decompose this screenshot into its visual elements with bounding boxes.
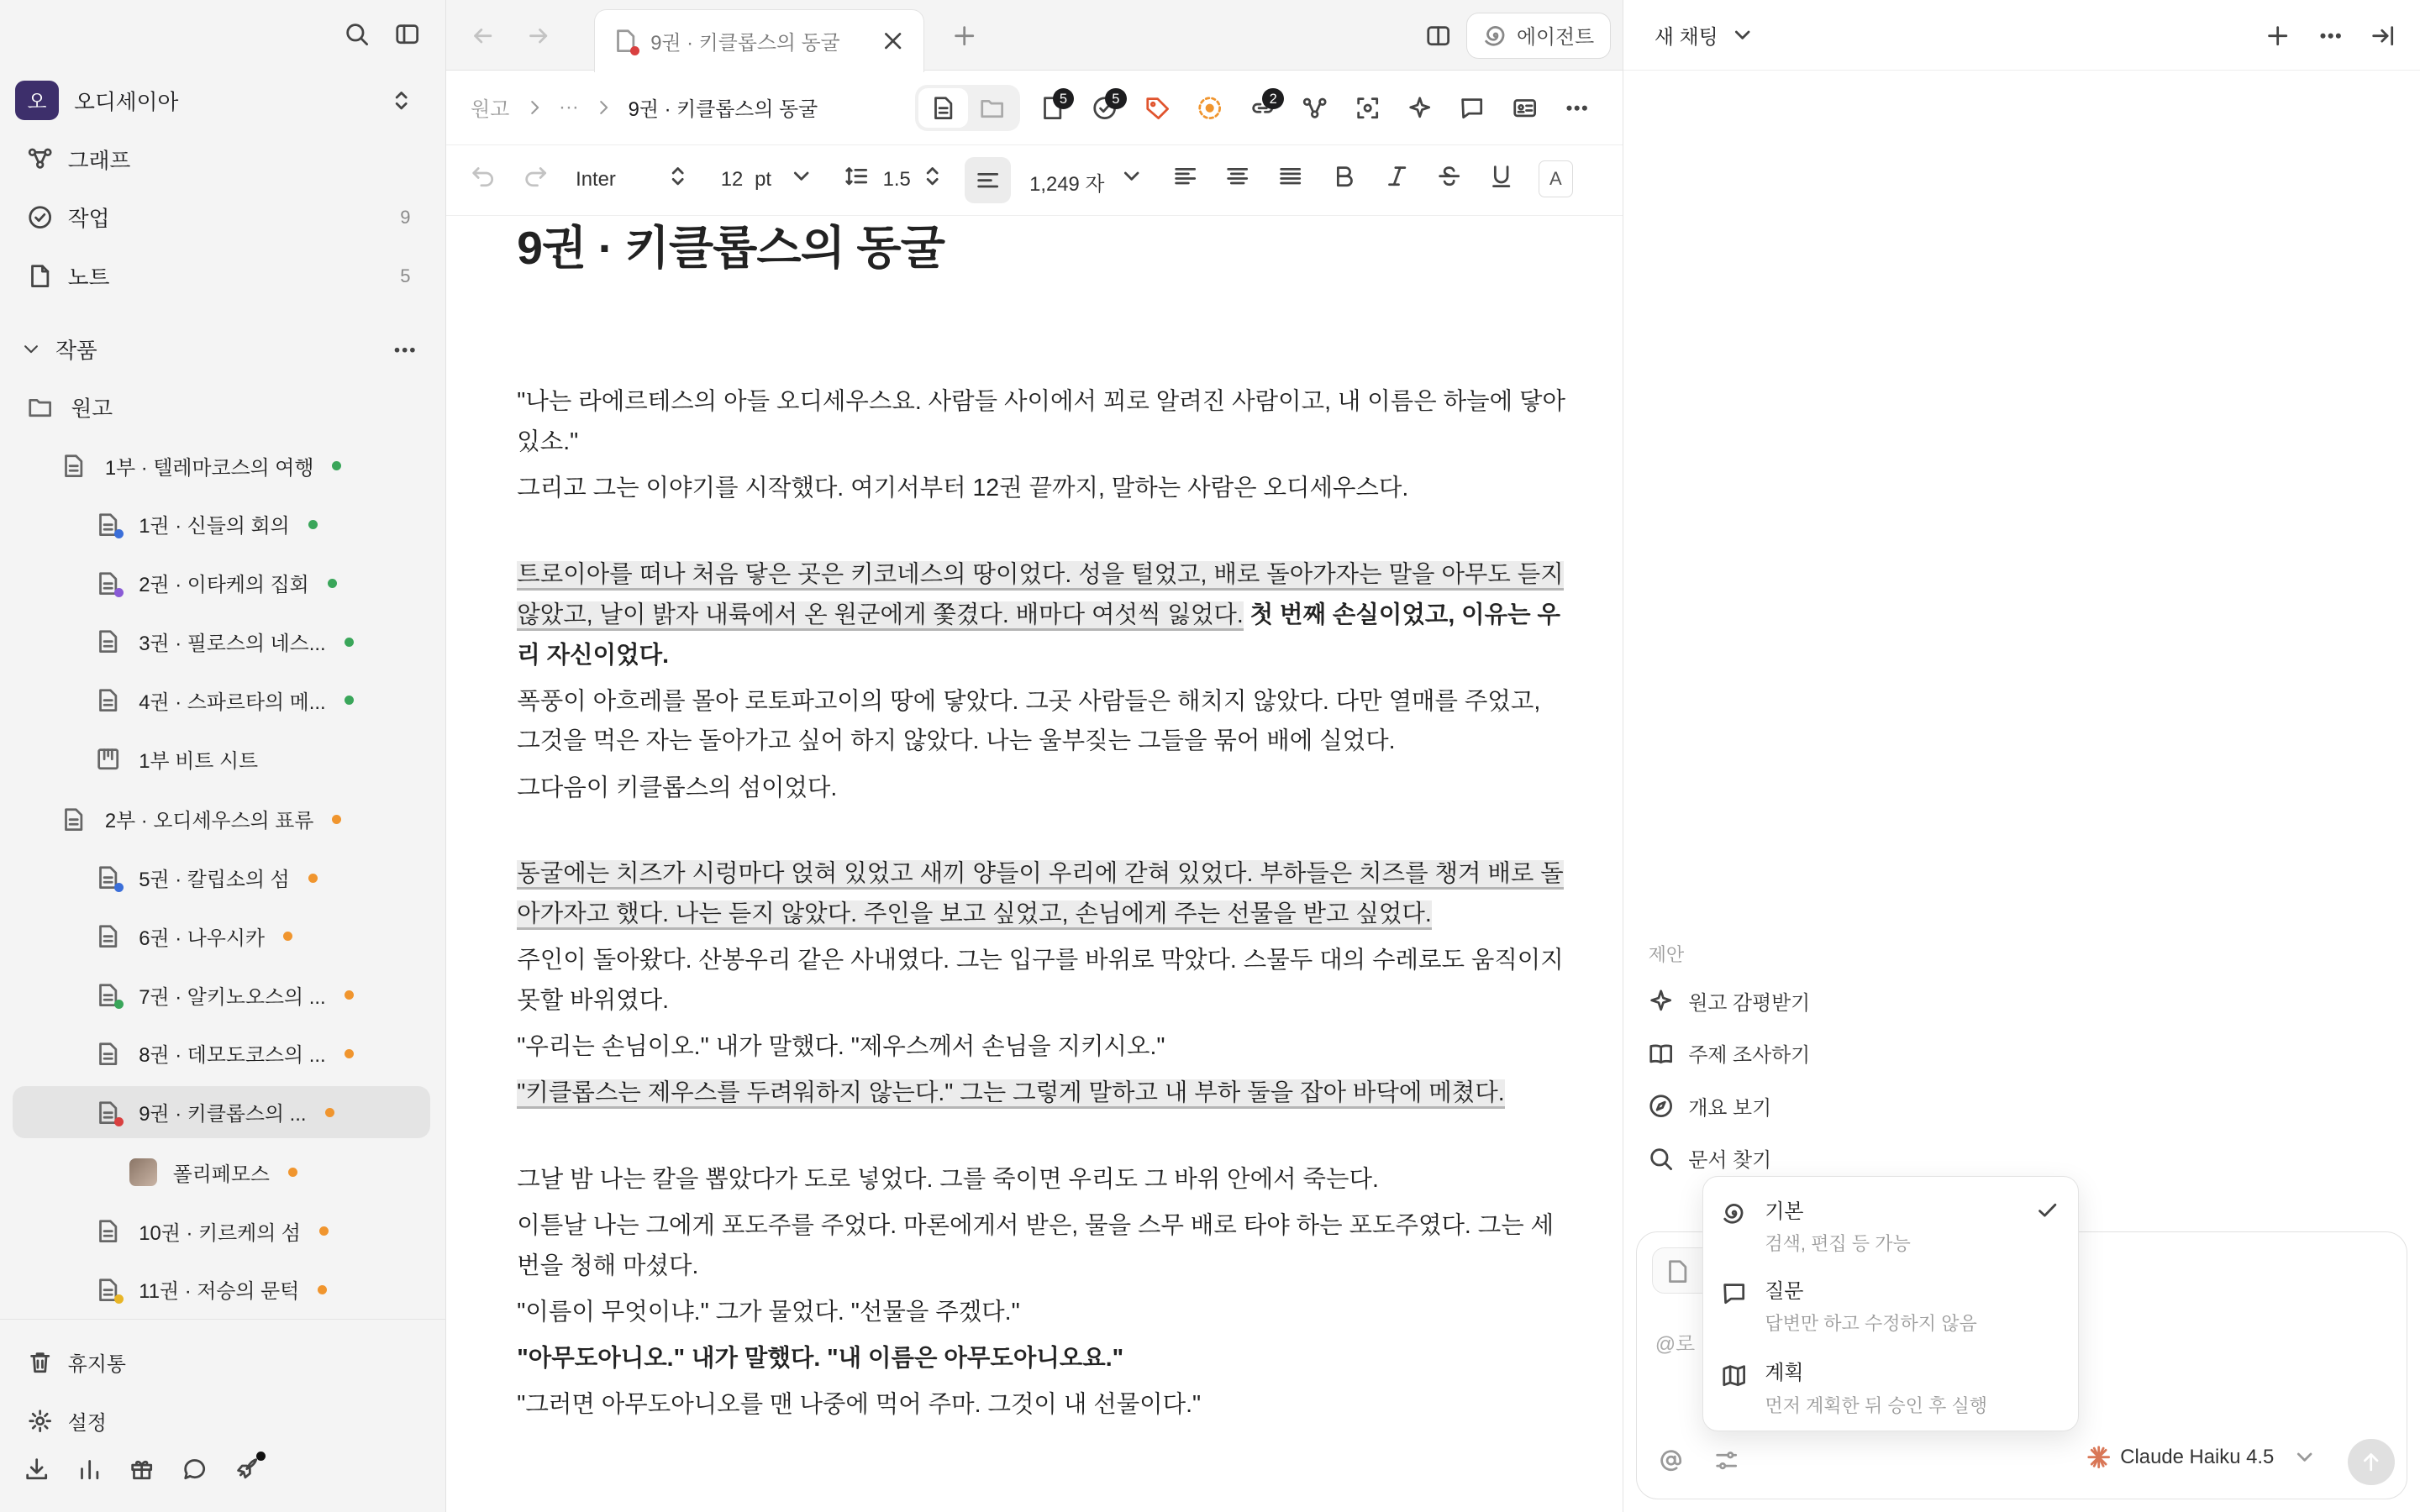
linked-docs-icon[interactable] [1026, 85, 1078, 131]
mode-title: 계획 [1765, 1362, 1804, 1385]
document-icon [96, 1278, 139, 1302]
new-chat-icon[interactable] [2265, 24, 2290, 48]
tree-label: 4권 · 스파르타의 메... [139, 690, 326, 714]
spiral-icon [1722, 1195, 1765, 1256]
highlighted-text: "키클롭스는 제우스를 두려워하지 않는다." 그는 그렇게 말하고 내 부하 둘을 잡아 바닥에 메쳤다. [517, 1079, 1504, 1109]
paragraph[interactable]: 폭풍이 아흐레를 몰아 로토파고이의 땅에 닿았다. 그곳 사람들은 해치지 않았다. 다만 열매를 주었고, 그것을 먹은 자는 돌아가고 싶어 하지 않았다. 나는 울부짖는 그들을 묶어 배에 실었다. [517, 687, 1541, 755]
id-card-icon[interactable] [1498, 85, 1550, 131]
align-justify-icon[interactable] [1278, 164, 1302, 188]
chevron-down-icon[interactable] [1119, 164, 1144, 188]
format-toolbar [446, 145, 1623, 216]
spiral-icon [1483, 24, 1507, 48]
char-count[interactable]: 1,249 자 [1029, 173, 1105, 197]
chat-bubble-icon [1722, 1275, 1765, 1336]
paragraph[interactable]: 그날 밤 나는 칼을 뽑았다가 도로 넣었다. 그를 죽이면 우리도 그 바위 안에서 죽는다. [517, 1166, 1379, 1194]
chevron-updown-icon[interactable] [920, 164, 944, 188]
count-badge: 5 [1105, 88, 1127, 110]
gift-icon[interactable] [129, 1457, 154, 1481]
folder-label: 원고 [71, 397, 113, 422]
chevron-right-icon [525, 98, 544, 117]
mode-subtitle: 먼저 계획한 뒤 승인 후 실행 [1765, 1394, 1988, 1416]
trash-icon [28, 1350, 68, 1374]
breadcrumb-root[interactable]: 원고 [471, 98, 510, 122]
suggestion-review[interactable] [1649, 978, 1811, 1024]
tree-label: 1부 비트 시트 [139, 749, 259, 773]
bold-icon[interactable] [1332, 164, 1356, 188]
paragraph-highlighted[interactable] [517, 555, 1566, 675]
workspace-name: 오디세이아 [74, 90, 179, 114]
send-button[interactable] [2348, 1439, 2394, 1485]
mode-option-default[interactable] [1722, 1195, 1911, 1256]
mode-subtitle: 답변만 하고 수정하지 않음 [1765, 1313, 1977, 1335]
sidebar-toggle-icon[interactable] [395, 22, 419, 46]
close-icon[interactable] [881, 29, 905, 53]
graph-icon [28, 146, 68, 171]
mode-menu [1702, 1176, 2079, 1432]
align-left-icon[interactable] [965, 157, 1011, 203]
workspace-switcher[interactable] [15, 77, 432, 123]
compass-icon [1649, 1094, 1689, 1118]
mode-title: 질문 [1765, 1280, 1804, 1304]
nav-label: 그래프 [67, 149, 131, 173]
document-icon [96, 1042, 139, 1066]
mode-option-question[interactable] [1722, 1275, 1977, 1336]
folder-manuscript[interactable] [28, 381, 113, 433]
folder-icon [28, 395, 71, 419]
nav-count: 9 [400, 206, 411, 228]
tree-label: 7권 · 알키노오스의 ... [139, 985, 326, 1009]
status-circle-icon[interactable] [1184, 85, 1236, 131]
paragraph-highlighted[interactable] [517, 1074, 1566, 1114]
link-icon[interactable] [1236, 85, 1288, 131]
beat-sheet-icon [96, 747, 139, 771]
tab-bar [446, 0, 1623, 71]
more-icon[interactable] [2318, 24, 2343, 48]
tree-item[interactable] [96, 498, 318, 550]
chat-header [1623, 0, 2420, 71]
mode-option-plan[interactable] [1722, 1357, 1987, 1417]
align-center-icon[interactable] [1225, 164, 1249, 188]
tree-label: 2권 · 이타케의 집회 [139, 574, 309, 597]
status-dot [328, 579, 337, 588]
chevron-right-icon [594, 98, 613, 117]
tree-label: 2부 · 오디세우스의 표류 [104, 810, 314, 833]
tree-item[interactable] [96, 911, 292, 963]
text-color-icon[interactable]: A [1539, 160, 1572, 197]
checkmark-icon [2035, 1198, 2060, 1222]
tree-item[interactable] [96, 675, 354, 727]
breadcrumb-ellipsis[interactable]: ··· [559, 96, 579, 119]
search-icon [1649, 1147, 1689, 1171]
claude-logo-icon [2086, 1445, 2111, 1469]
sparkle-icon [1649, 989, 1689, 1013]
italic-icon[interactable] [1385, 164, 1409, 188]
paragraph[interactable]: "이름이 무엇이냐." 그가 물었다. "선물을 주겠다." [517, 1298, 1020, 1326]
tree-label: 6권 · 나우시카 [139, 927, 265, 950]
status-dot [345, 990, 354, 1000]
paragraph-highlighted[interactable] [517, 854, 1566, 935]
tree-item[interactable] [96, 616, 354, 668]
suggestions-title: 제안 [1648, 944, 1685, 966]
gear-icon [28, 1409, 68, 1433]
graph-icon[interactable] [1289, 85, 1341, 131]
status-dot [332, 815, 341, 824]
status-dot [345, 1049, 354, 1058]
section-title: 작품 [55, 339, 97, 363]
chevron-down-icon [22, 339, 40, 358]
status-dot [288, 1168, 297, 1177]
suggestion-label: 원고 감평받기 [1688, 992, 1811, 1015]
sidebar [0, 0, 446, 1512]
bold-text: "아무도아니오." 내가 말했다. "내 이름은 아무도아니오요." [517, 1345, 1124, 1373]
task-check-icon [28, 205, 68, 229]
document-icon [96, 924, 139, 948]
document-icon [96, 865, 139, 890]
chevron-updown-icon [389, 88, 413, 113]
document-toolbar [915, 85, 1603, 131]
chat-bubble-icon[interactable] [182, 1457, 207, 1481]
tree-item[interactable] [96, 1205, 329, 1257]
highlighted-text: 트로이아를 떠나 처음 닿은 곳은 키코네스의 땅이었다. 성을 털었고, 배로 돌아가자는 말을 아무도 듣지 않았고, 날이 밝자 내륙에서 온 원군에게 쫓겼다. 배마다 여섯씩 잃었다. [517, 561, 1564, 631]
nav-notes[interactable] [13, 251, 433, 301]
font-size-value[interactable]: 12 [720, 168, 744, 192]
tree-item[interactable] [96, 969, 354, 1021]
mode-subtitle: 검색, 편집 등 가능 [1765, 1232, 1911, 1254]
chevron-updown-icon[interactable] [666, 164, 690, 188]
forward-arrow-icon[interactable] [526, 24, 550, 48]
workspace-avatar: 오 [15, 81, 58, 121]
tree-item[interactable] [13, 1086, 431, 1138]
more-icon[interactable] [392, 338, 417, 362]
rocket-icon[interactable] [234, 1457, 259, 1481]
model-name: Claude Haiku 4.5 [2120, 1445, 2275, 1468]
mode-title: 기본 [1765, 1200, 1804, 1223]
tree-item-polyphemus[interactable] [129, 1147, 297, 1199]
redo-icon[interactable] [523, 164, 548, 188]
nav-label: 휴지통 [67, 1352, 126, 1376]
editor-pane [446, 0, 1623, 1512]
tree-part1[interactable] [61, 439, 341, 491]
breadcrumb [446, 71, 1623, 144]
tree-label: 8권 · 데모도코스의 ... [139, 1044, 326, 1068]
folder-view-icon[interactable] [968, 88, 1018, 129]
paragraph[interactable]: "그러면 아무도아니오를 맨 나중에 먹어 주마. 그것이 내 선물이다." [517, 1391, 1202, 1419]
count-badge: 5 [1053, 88, 1075, 110]
paragraph[interactable]: "나는 라에르테스의 아들 오디세우스요. 사람들 사이에서 꾀로 알려진 사람이고, 내 이름은 하늘에 닿아 있소." [517, 388, 1565, 456]
tab-active-document[interactable] [594, 9, 924, 72]
status-dot [325, 1108, 334, 1117]
tree-label: 11권 · 저승의 문턱 [139, 1280, 300, 1304]
section-works[interactable] [13, 326, 433, 372]
tree-item[interactable] [96, 557, 337, 609]
chevron-down-icon [2292, 1445, 2317, 1469]
new-tab-icon[interactable] [952, 24, 976, 48]
at-mention-icon[interactable] [1659, 1448, 1683, 1473]
sparkle-icon[interactable] [1393, 85, 1445, 131]
status-dot [332, 461, 341, 470]
nav-count: 5 [400, 265, 411, 286]
document-view-icon[interactable] [918, 88, 968, 129]
nav-trash[interactable] [13, 1337, 433, 1387]
chevron-down-icon[interactable] [1730, 23, 1754, 47]
comment-icon[interactable] [1446, 85, 1498, 131]
tree-item[interactable] [96, 1027, 354, 1079]
tree-item[interactable] [96, 732, 258, 785]
sidebar-footer [24, 1457, 259, 1481]
status-dot [308, 874, 318, 883]
suggestion-label: 주제 조사하기 [1688, 1044, 1811, 1068]
tree-label: 1권 · 신들의 회의 [139, 515, 290, 538]
chat-input-placeholder[interactable]: @로 [1655, 1332, 1696, 1356]
status-dot [345, 638, 354, 647]
map-icon [1722, 1357, 1765, 1417]
document-icon [96, 1219, 139, 1243]
highlighted-text: 동굴에는 치즈가 시렁마다 얹혀 있었고 새끼 양들이 우리에 갇혀 있었다. 부하들은 치즈를 챙겨 배로 돌아가자고 했다. 나는 듣지 않았다. 주인을 보고 싶었고, 손님에게 주는 선물을 받고 싶었다. [517, 860, 1564, 930]
nav-tasks[interactable] [13, 193, 433, 243]
undo-icon[interactable] [471, 164, 495, 188]
tree-label: 5권 · 칼립소의 섬 [139, 869, 290, 892]
suggestion-research[interactable] [1649, 1031, 1811, 1077]
nav-graph[interactable] [13, 134, 433, 184]
suggestion-find-docs[interactable] [1649, 1136, 1772, 1182]
focus-icon[interactable] [1341, 85, 1393, 131]
status-dot [319, 1226, 329, 1236]
chevron-down-icon[interactable] [789, 164, 813, 188]
suggestion-outline[interactable] [1649, 1083, 1772, 1129]
status-dot [345, 696, 354, 705]
tab-title: 9권 · 키클롭스의 동굴 [650, 32, 840, 55]
status-dot [283, 932, 292, 941]
nav-label: 노트 [67, 266, 110, 291]
document-icon [1665, 1259, 1690, 1284]
tree-label: 9권 · 키클롭스의 ... [139, 1103, 307, 1126]
note-icon [28, 264, 68, 288]
suggestion-label: 개요 보기 [1688, 1096, 1772, 1120]
stats-icon[interactable] [77, 1457, 102, 1481]
collapse-panel-icon[interactable] [2370, 24, 2395, 48]
agent-label: 에이전트 [1516, 26, 1595, 50]
paragraph[interactable] [517, 1339, 1566, 1379]
suggestion-label: 문서 찾기 [1688, 1149, 1772, 1173]
chat-title[interactable]: 새 채팅 [1654, 25, 1718, 49]
document-icon [96, 629, 139, 654]
nav-settings[interactable] [13, 1396, 433, 1446]
book-icon [1649, 1042, 1689, 1066]
tree-item[interactable] [96, 852, 318, 904]
line-height-icon [844, 164, 869, 188]
search-icon[interactable] [345, 22, 369, 46]
count-badge: 2 [1262, 88, 1284, 110]
line-height-value[interactable]: 1.5 [882, 168, 911, 192]
status-dot [308, 520, 318, 529]
breadcrumb-current[interactable]: 9권 · 키클롭스의 동굴 [628, 98, 818, 122]
document-icon [613, 29, 638, 53]
download-icon[interactable] [24, 1457, 49, 1481]
paragraph[interactable]: 이튿날 나는 그에게 포도주를 주었다. 마론에게서 받은, 물을 스무 배로 타야 하는 포도주였다. 그는 세 번을 청해 마셨다. [517, 1212, 1555, 1279]
document-icon [96, 1100, 139, 1125]
split-view-icon[interactable] [1426, 24, 1450, 48]
strikethrough-icon[interactable] [1437, 164, 1461, 188]
more-icon[interactable] [1551, 85, 1603, 131]
task-check-icon[interactable] [1079, 85, 1131, 131]
back-arrow-icon[interactable] [471, 24, 495, 48]
status-dot [318, 1285, 327, 1294]
tree-label: 1부 · 텔레마코스의 여행 [104, 456, 314, 480]
bold-text: 첫 번째 손실이었고, 이유는 우리 자신이었다. [517, 601, 1561, 669]
character-avatar [129, 1158, 157, 1186]
document-icon [96, 571, 139, 596]
tree-part2[interactable] [61, 793, 341, 845]
tree-label: 10권 · 키르케의 섬 [139, 1221, 301, 1245]
tag-icon[interactable] [1131, 85, 1183, 131]
underline-icon[interactable] [1489, 164, 1513, 188]
font-family-select[interactable]: Inter [576, 168, 616, 192]
document-icon [61, 807, 104, 832]
paragraph[interactable]: 그리고 그는 이야기를 시작했다. 여기서부터 12권 끝까지, 말하는 사람은 오디세우스다. [517, 475, 1409, 502]
tree-label: 3권 · 필로스의 네스... [139, 633, 326, 656]
document-title[interactable]: 9권 · 키클롭스의 동굴 [517, 221, 945, 274]
settings-sliders-icon[interactable] [1714, 1448, 1739, 1473]
nav-label: 작업 [67, 207, 110, 232]
document-icon [61, 454, 104, 478]
document-icon [96, 512, 139, 537]
paragraph[interactable]: 주인이 돌아왔다. 산봉우리 같은 사내였다. 그는 입구를 바위로 막았다. 스물두 대의 수레로도 움직이지 못할 바위였다. [517, 947, 1564, 1015]
document-body[interactable] [517, 216, 1566, 1431]
document-icon [96, 688, 139, 712]
tree-item[interactable] [96, 1263, 327, 1315]
nav-label: 설정 [67, 1411, 107, 1435]
align-start-icon[interactable] [1173, 164, 1197, 188]
model-selector[interactable] [2086, 1445, 2317, 1469]
paragraph[interactable]: 그다음이 키클롭스의 섬이었다. [517, 774, 838, 801]
paragraph[interactable]: "우리는 손님이오." 내가 말했다. "제우스께서 손님을 지키시오." [517, 1033, 1165, 1061]
agent-button[interactable] [1466, 13, 1610, 59]
font-size-unit: pt [755, 168, 772, 192]
tree-label: 폴리페모스 [172, 1163, 270, 1186]
document-icon [96, 983, 139, 1007]
